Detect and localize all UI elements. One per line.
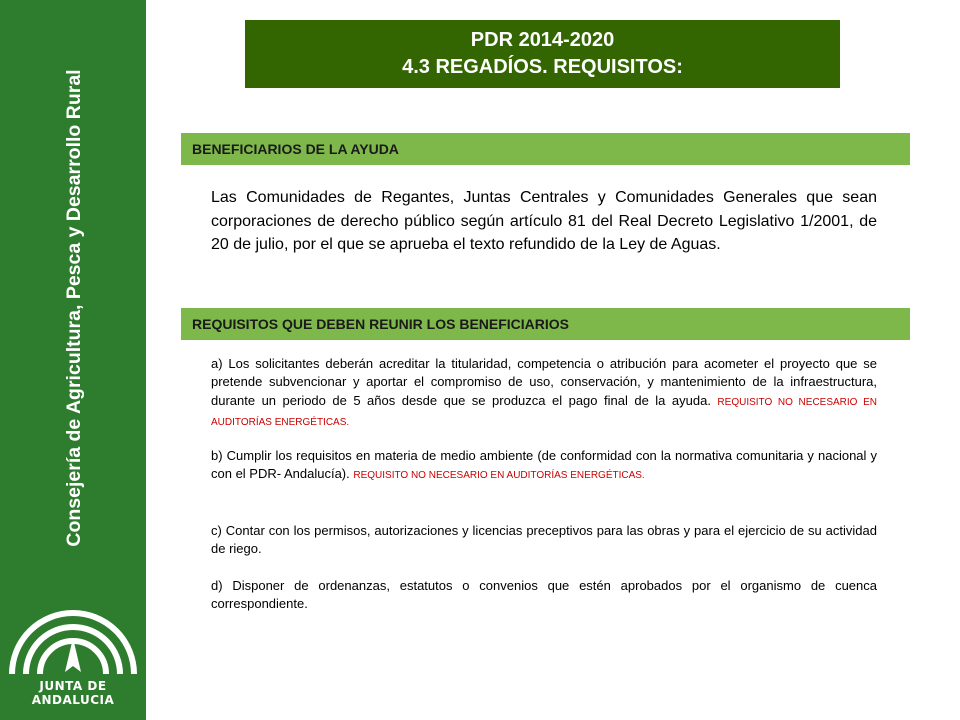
requirement-text: a) Los solicitantes deberán acreditar la titularidad, competencia o atribución para acometer el proyecto que se pretende subvencionar y aportar el compromiso de uso, conservación, y mantenimiento de la infraestructura, durante un periodo de 5 años desde que se produzca el pago final de la ayuda.	[211, 356, 877, 408]
sidebar	[0, 0, 146, 720]
page-title	[245, 20, 840, 88]
logo-label: JUNTA DE ANDALUCIA	[31, 679, 115, 707]
requirement-note: REQUISITO NO NECESARIO EN AUDITORÍAS ENERGÉTICAS.	[353, 470, 645, 482]
beneficiarios-text: Las Comunidades de Regantes, Juntas Centrales y Comunidades Generales que sean corporaciones de derecho público según artículo 81 del Real Decreto Legislativo 1/2001, de 20 de julio, por el que se aprueba el texto refundido de la Ley de Aguas.	[211, 189, 877, 253]
requirement-text: d) Disponer de ordenanzas, estatutos o convenios que estén aprobados por el organismo de cuenca correspondiente.	[211, 578, 877, 612]
requirement-item	[211, 447, 877, 486]
sidebar-title-wrap	[52, 8, 96, 608]
section-heading-requisitos: REQUISITOS QUE DEBEN REUNIR LOS BENEFICIARIOS	[181, 308, 910, 340]
requirement-text: c) Contar con los permisos, autorizaciones y licencias preceptivos para las obras y para el ejercicio de su actividad de riego.	[211, 523, 877, 557]
requirement-item	[211, 577, 877, 614]
title-line-1: PDR 2014-2020	[470, 29, 615, 51]
sidebar-title: Consejería de Agricultura, Pesca y Desarrollo Rural	[63, 69, 85, 547]
requirement-item	[211, 522, 877, 559]
requirement-note: REQUISITO NO NECESARIO EN AUDITORÍAS ENERGÉTICAS.	[211, 396, 878, 428]
requirement-item	[211, 355, 877, 432]
requirement-text: b) Cumplir los requisitos en materia de medio ambiente (de conformidad con la normativa comunitaria y nacional y con el PDR- Andalucía).	[211, 448, 877, 482]
title-line-2: 4.3 REGADÍOS. REQUISITOS:	[402, 56, 683, 78]
section-heading-beneficiarios: BENEFICIARIOS DE LA AYUDA	[181, 133, 910, 165]
